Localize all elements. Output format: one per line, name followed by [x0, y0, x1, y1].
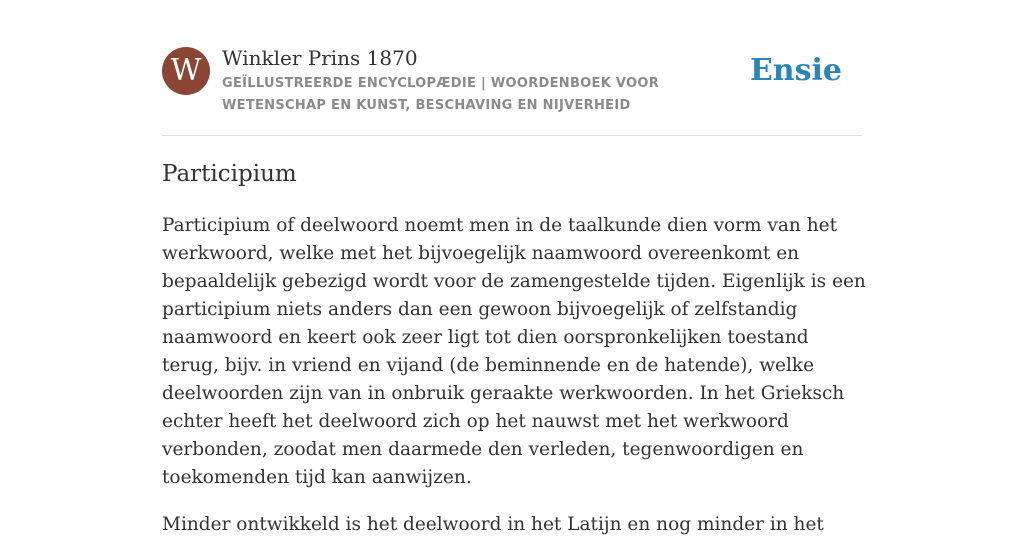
- article-body: [162, 212, 867, 558]
- source-header: [162, 46, 862, 116]
- header-divider: [162, 135, 862, 136]
- article-paragraph: Minder ontwikkeld is het deelwoord in het Latijn en nog minder in het: [162, 514, 824, 535]
- ensie-logo-link[interactable]: Ensie: [749, 53, 842, 88]
- source-subtitle: GEÏLLUSTREERDE ENCYCLOPÆDIE | WOORDENBOEK VOOR WETENSCHAP EN KUNST, BESCHAVING EN NIJVERHEID: [222, 76, 660, 113]
- source-avatar[interactable]: W: [162, 47, 210, 95]
- article-title: Participium: [162, 161, 297, 187]
- source-title-link[interactable]: Winkler Prins 1870: [222, 46, 418, 70]
- article-paragraph: Participium of deelwoord noemt men in de taalkunde dien vorm van het werkwoord, welke met het bijvoegelijk naamwoord overeenkomt en bepaaldelijk gebezigd wordt voor de zamengestelde tijden. Eigenlijk is een participium niets anders dan een gewoon bijvoegelijk of zelfstandig naamwoord en keert ook zeer ligt tot dien oorspronkelijken toestand terug, bijv. in vriend en vijand (de beminnende en de hatende), welke deelwoorden zijn van in onbruik geraakte werkwoorden. In het Grieksch echter heeft het deelwoord zich op het nauwst met het werkwoord verbonden, zoodat men daarmede den verleden, tegenwoordigen en toekomenden tijd kan aanwijzen.: [162, 215, 866, 488]
